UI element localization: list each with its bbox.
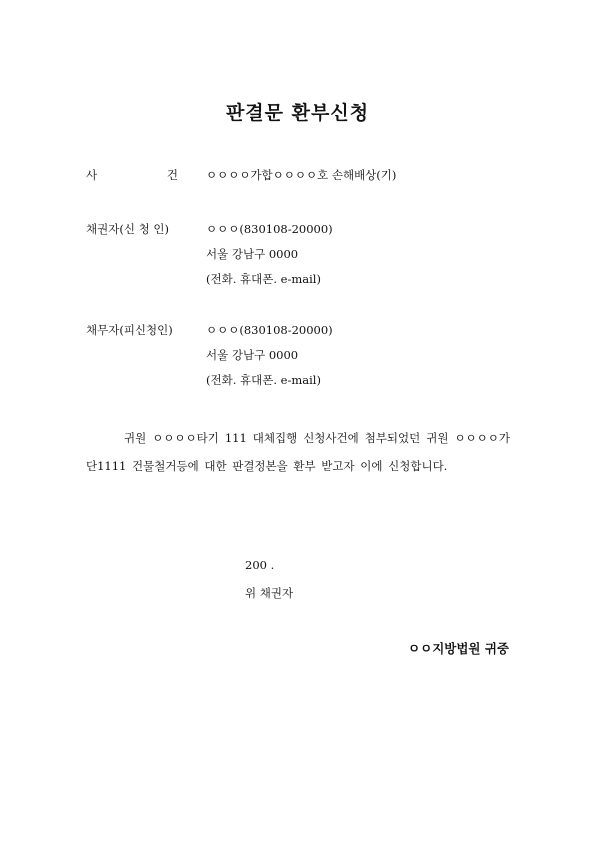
creditor-label: 채권자(신 청 인) xyxy=(86,222,169,236)
debtor-label: 채무자(피신청인) xyxy=(86,323,173,337)
creditor-name-id: ㅇㅇㅇ(830108-20000) xyxy=(206,222,333,236)
signer-line: 위 채권자 xyxy=(245,586,294,600)
request-body: 귀원 ㅇㅇㅇㅇ타기 111 대체집행 신청사건에 첨부되었던 귀원 ㅇㅇㅇㅇ가단1111 건물철거등에 대한 판결정본을 환부 받고자 이에 신청합니다. xyxy=(86,431,510,473)
creditor-contact: (전화. 휴대폰. e-mail) xyxy=(206,272,321,286)
case-value: ㅇㅇㅇㅇ가합ㅇㅇㅇㅇ호 손해배상(기) xyxy=(206,168,397,182)
document-title: 판결문 환부신청 xyxy=(225,102,370,124)
debtor-address: 서울 강남구 0000 xyxy=(206,348,299,362)
creditor-address: 서울 강남구 0000 xyxy=(206,247,299,261)
case-label-left: 사 xyxy=(86,168,98,182)
debtor-name-id: ㅇㅇㅇ(830108-20000) xyxy=(206,323,333,337)
case-label-right: 건 xyxy=(166,168,178,182)
debtor-contact: (전화. 휴대폰. e-mail) xyxy=(206,373,321,387)
court-addressee: ㅇㅇ지방법원 귀중 xyxy=(408,641,509,656)
case-label xyxy=(86,167,178,183)
date-line: 200 . xyxy=(245,558,275,572)
